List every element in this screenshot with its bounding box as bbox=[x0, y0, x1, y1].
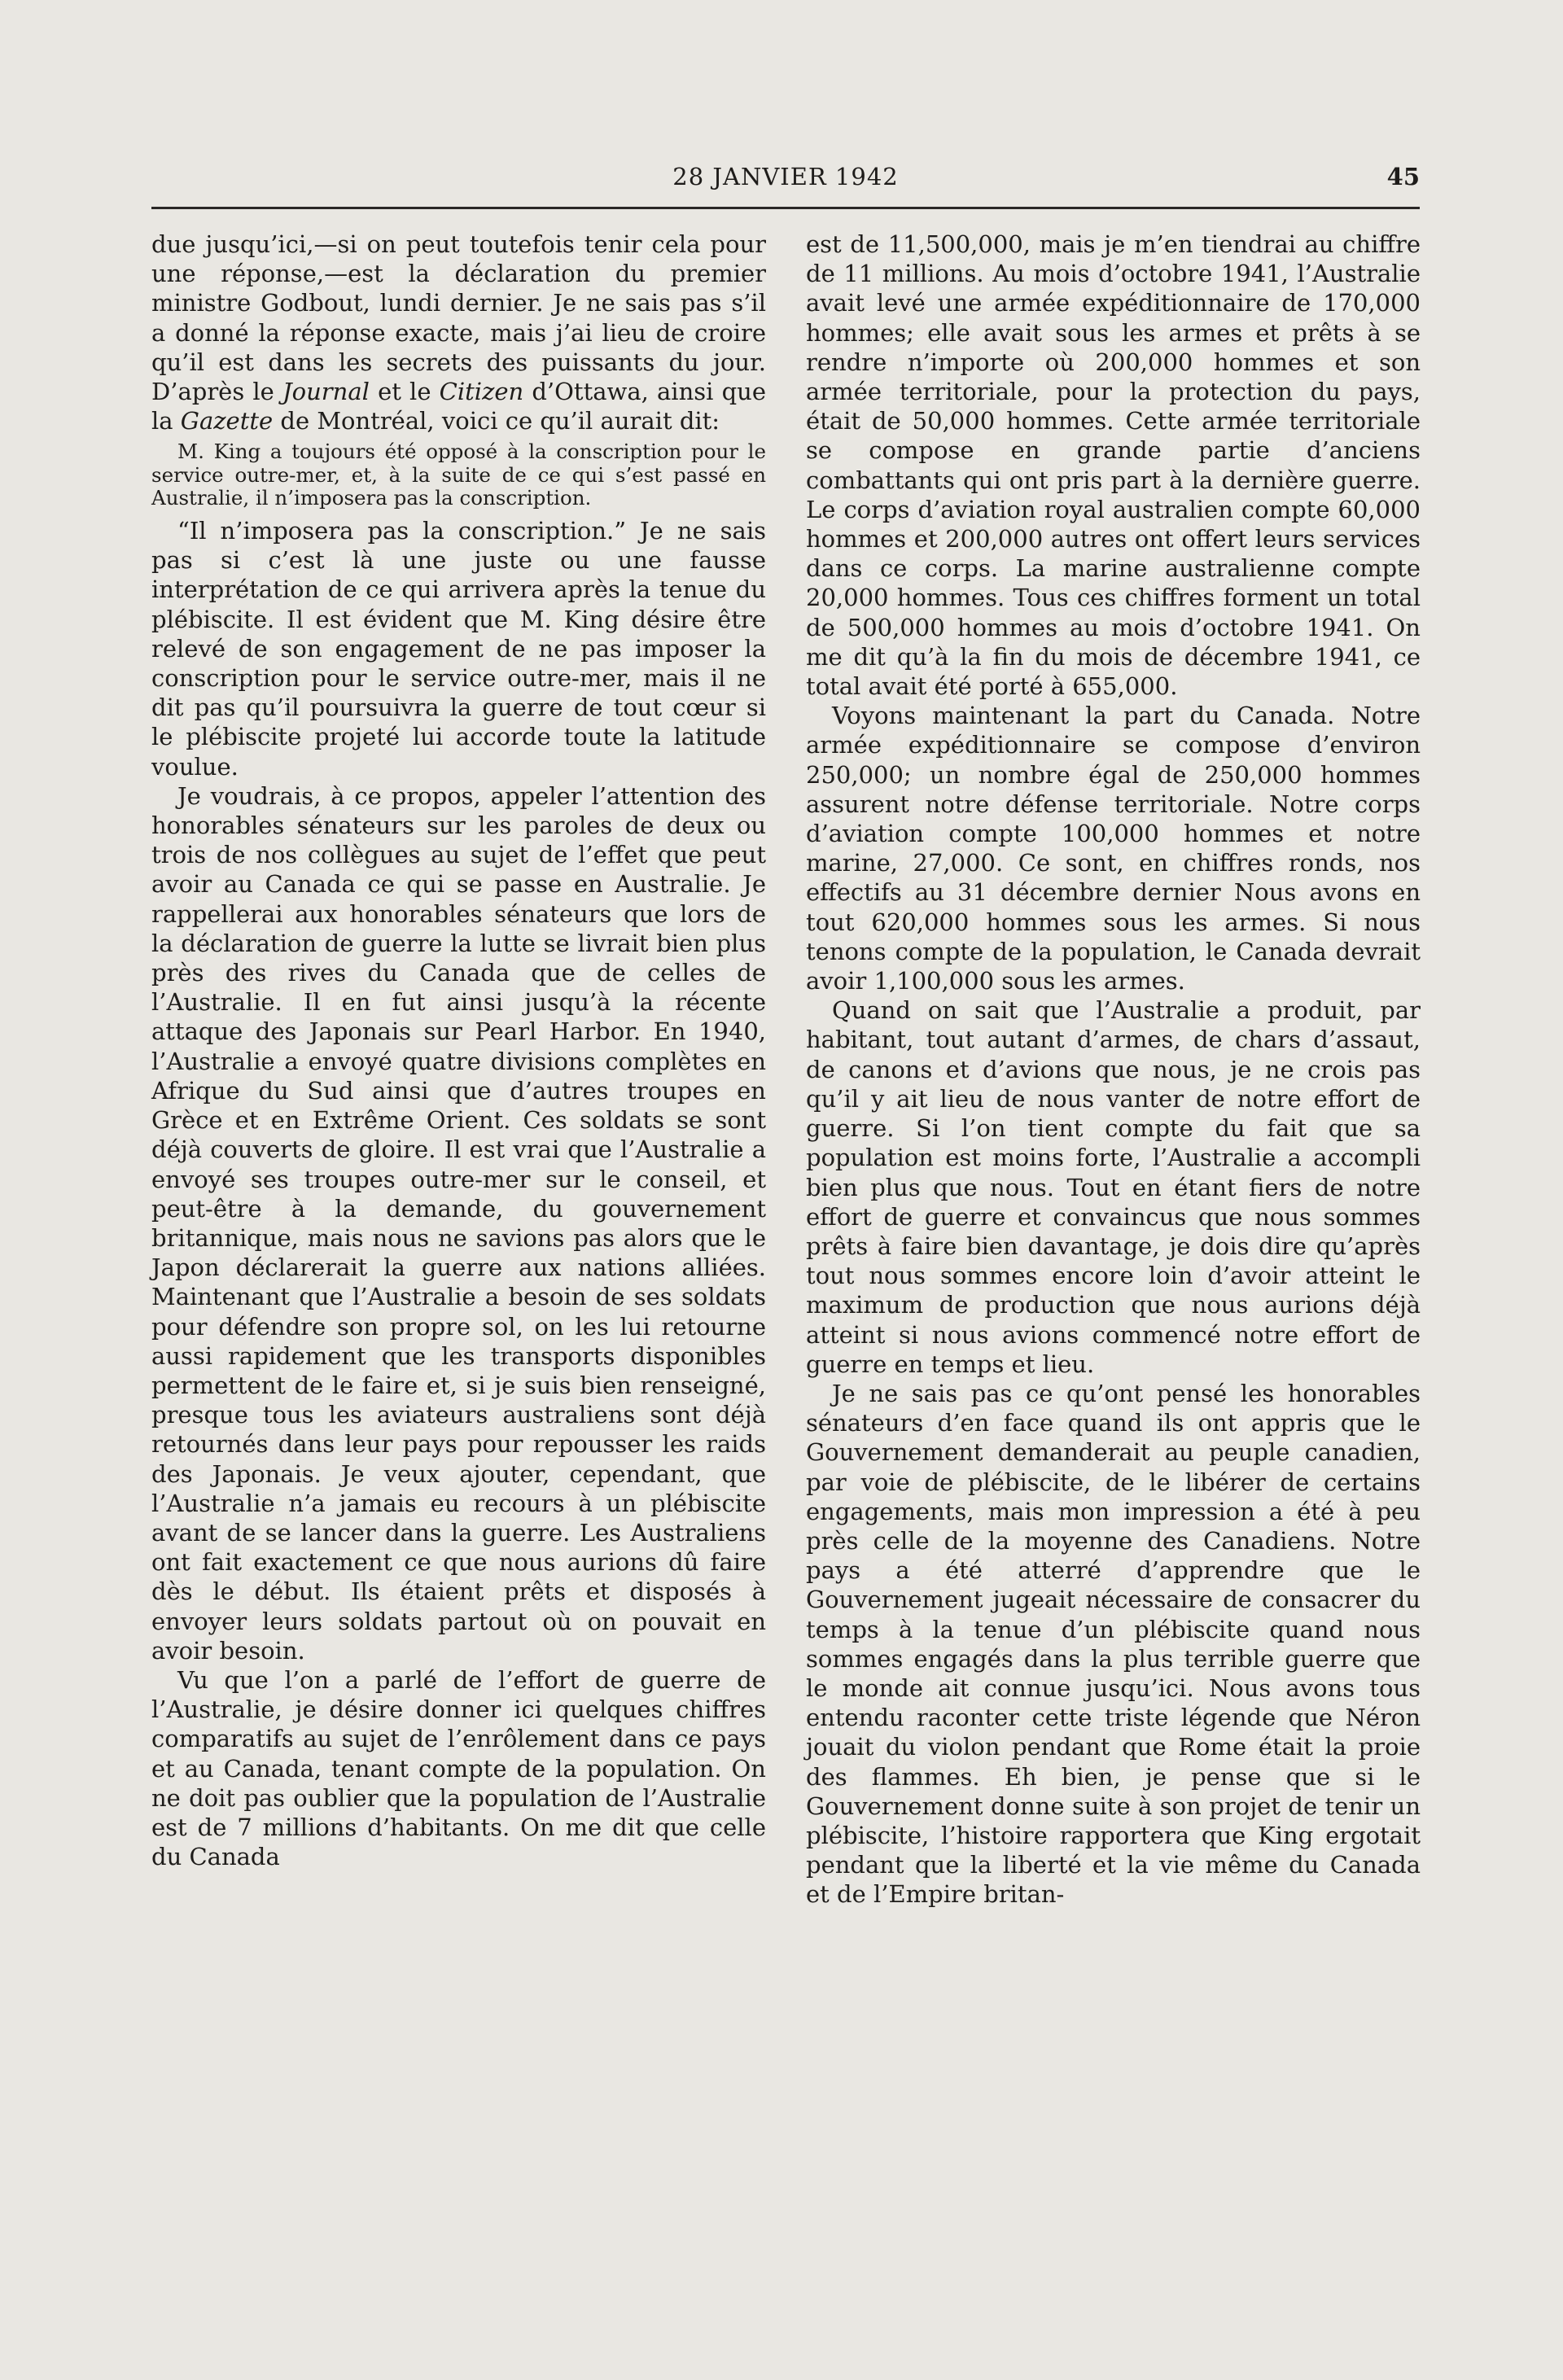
text-run: et le bbox=[378, 378, 431, 406]
publication-name: Gazette bbox=[180, 407, 274, 435]
paragraph: Voyons maintenant la part du Canada. Notre armée expéditionnaire se compose d’environ 250,000; un nombre égal de 250,000 hommes assurent notre défense territoriale. Notre corps d’aviation compte 100,000 hommes et notre marine, 27,000. Ce sont, en chiffres ronds, nos effectifs au 31 décembre dernier Nous avons en tout 620,000 hommes sous les armes. Si nous tenons compte de la population, le Canada devrait avoir 1,100,000 sous les armes. bbox=[806, 702, 1421, 995]
publication-name: Journal bbox=[282, 378, 370, 406]
page-number: 45 bbox=[1386, 163, 1420, 190]
text-run: d’Ottawa, ainsi que la bbox=[151, 378, 766, 435]
paragraph: est de 11,500,000, mais je m’en tiendrai au chiffre de 11 millions. Au mois d’octobre 1941, l’Australie avait levé une armée expéditionnaire de 170,000 hommes; elle avait sous les armes et prêts à se rendre n’importe où 200,000 hommes et son armée territoriale, pour la protection du pays, était de 50,000 hommes. Cette armée territoriale se compose en grande partie d’anciens combattants qui ont pris part à la dernière guerre. Le corps d’aviation royal australien compte 60,000 hommes et 200,000 autres ont offert leurs services dans ce corps. La marine australienne compte 20,000 hommes. Tous ces chiffres forment un total de 500,000 hommes au mois d’octobre 1941. On me dit qu’à la fin du mois de décembre 1941, ce total avait été porté à 655,000. bbox=[806, 230, 1421, 701]
left-column bbox=[151, 230, 766, 1871]
publication-name: Citizen bbox=[439, 378, 524, 406]
page-header bbox=[151, 160, 1420, 197]
paragraph: Quand on sait que l’Australie a produit, par habitant, tout autant d’armes, de chars d’assaut, de canons et d’avions que nous, je ne crois pas qu’il y ait lieu de nous vanter de notre effort de guerre. Si l’on tient compte du fait que sa population est moins forte, l’Australie a accompli bien plus que nous. Tout en étant fiers de notre effort de guerre et convaincus que nous sommes prêts à faire bien davantage, je dois dire qu’après tout nous sommes encore loin d’avoir atteint le maximum de production que nous aurions déjà atteint si nous avions commencé notre effort de guerre en temps et lieu. bbox=[806, 996, 1421, 1378]
block-quote: M. King a toujours été opposé à la conscription pour le service outre-mer, et, à la suite de ce qui s’est passé en Australie, il n’imposera pas la conscription. bbox=[151, 440, 766, 510]
paragraph: Je ne sais pas ce qu’ont pensé les honorables sénateurs d’en face quand ils ont appris que le Gouvernement demanderait au peuple canadien, par voie de plébiscite, de le libérer de certains engagements, mais mon impression a été à peu près celle de la moyenne des Canadiens. Notre pays a été atterré d’apprendre que le Gouvernement jugeait nécessaire de consacrer du temps à la tenue d’un plébiscite quand nous sommes engagés dans la plus terrible guerre que le monde ait connue jusqu’ici. Nous avons tous entendu raconter cette triste légende que Néron jouait du violon pendant que Rome était la proie des flammes. Eh bien, je pense que si le Gouvernement donne suite à son projet de tenir un plébiscite, l’histoire rapportera que King ergotait pendant que la liberté et la vie même du Canada et de l’Empire britan- bbox=[806, 1379, 1421, 1909]
right-column bbox=[806, 230, 1421, 1910]
text-run: de Montréal, voici ce qu’il aurait dit: bbox=[280, 407, 720, 435]
paragraph: Je voudrais, à ce propos, appeler l’attention des honorables sénateurs sur les paroles de deux ou trois de nos collègues au sujet de l’effet que peut avoir au Canada ce qui se passe en Australie. Je rappellerai aux honorables sénateurs que lors de la déclaration de guerre la lutte se livrait bien plus près des rives du Canada que de celles de l’Australie. Il en fut ainsi jusqu’à la récente attaque des Japonais sur Pearl Harbor. En 1940, l’Australie a envoyé quatre divisions complètes en Afrique du Sud ainsi que d’autres troupes en Grèce et en Extrême Orient. Ces soldats se sont déjà couverts de gloire. Il est vrai que l’Australie a envoyé ses troupes outre-mer sur le conseil, et peut-être à la demande, du gouvernement britannique, mais nous ne savions pas alors que le Japon déclarerait la guerre aux nations alliées. Maintenant que l’Australie a besoin de ses soldats pour défendre son propre sol, on les lui retourne aussi rapidement que les transports disponibles permettent de le faire et, si je suis bien renseigné, presque tous les aviateurs australiens sont déjà retournés dans leur pays pour repousser les raids des Japonais. Je veux ajouter, cependant, que l’Australie n’a jamais eu recours à un plébiscite avant de se lancer dans la guerre. Les Australiens ont fait exactement ce que nous aurions dû faire dès le début. Ils étaient prêts et disposés à envoyer leurs soldats partout où on pouvait en avoir besoin. bbox=[151, 781, 766, 1665]
header-date: 28 JANVIER 1942 bbox=[672, 163, 899, 190]
paragraph bbox=[151, 230, 766, 435]
header-rule bbox=[151, 207, 1420, 209]
paragraph: Vu que l’on a parlé de l’effort de guerre de l’Australie, je désire donner ici quelques chiffres comparatifs au sujet de l’enrôlement dans ce pays et au Canada, tenant compte de la population. On ne doit pas oublier que la population de l’Australie est de 7 millions d’habitants. On me dit que celle du Canada bbox=[151, 1665, 766, 1871]
paragraph: “Il n’imposera pas la conscription.” Je ne sais pas si c’est là une juste ou une fausse interprétation de ce qui arrivera après la tenue du plébiscite. Il est évident que M. King désire être relevé de son engagement de ne pas imposer la conscription pour le service outre-mer, mais il ne dit pas qu’il poursuivra la guerre de tout cœur si le plébiscite projeté lui accorde toute la latitude voulue. bbox=[151, 517, 766, 781]
text-run: due jusqu’ici,—si on peut toutefois tenir cela pour une réponse,—est la déclaration du premier ministre Godbout, lundi dernier. Je ne sais pas s’il a donné la réponse exacte, mais j’ai lieu de croire qu’il est dans les secrets des puissants du jour. D’après le bbox=[151, 230, 766, 406]
